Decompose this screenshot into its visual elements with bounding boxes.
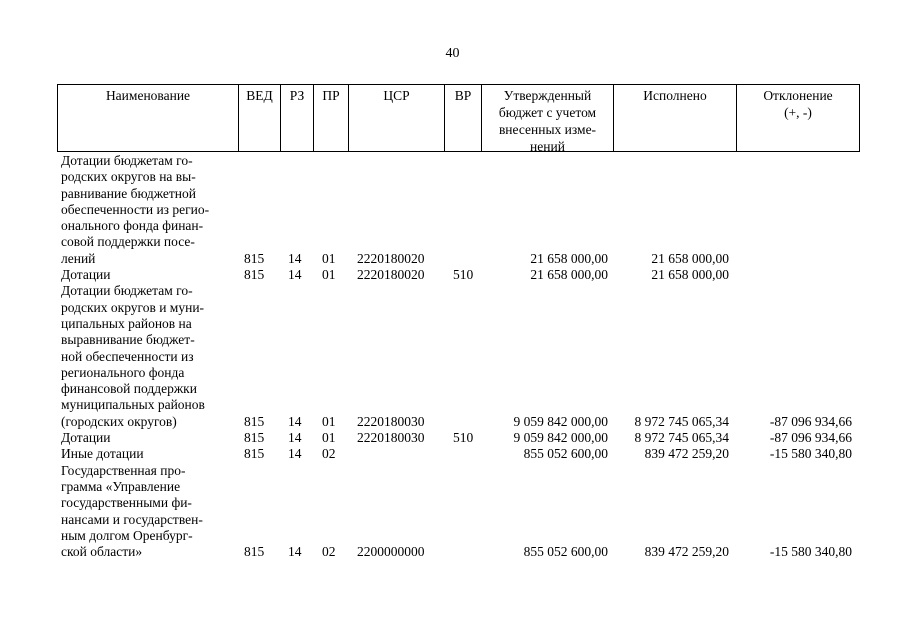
row-name-line: Государственная про-: [61, 462, 186, 478]
row-pr: 02: [322, 446, 336, 462]
table-row: [0, 446, 905, 462]
header-name: Наименование: [105, 88, 191, 103]
row-name: [61, 430, 241, 446]
row-name-line: обеспеченности из регио-: [61, 201, 210, 217]
header-budget-line: нений: [530, 139, 565, 154]
row-ved: 815: [244, 544, 265, 560]
row-name-line: онального фонда финан-: [61, 218, 204, 234]
header-ved: ВЕД: [238, 85, 280, 151]
row-csr: 2220180030: [357, 430, 425, 446]
row-name: [61, 153, 241, 267]
row-rz: 14: [288, 267, 302, 283]
row-name-line: ной обеспеченности из: [61, 348, 194, 364]
row-name-line: ципальных районов на: [61, 315, 192, 331]
row-name-line: государственными фи-: [61, 495, 192, 511]
row-vr: 510: [453, 430, 474, 446]
row-executed: 839 472 259,20: [644, 446, 729, 462]
row-name-line: Дотации бюджетам го-: [61, 283, 193, 299]
header-budget-line: бюджет с учетом: [498, 105, 597, 120]
row-name-line: родских округов на вы-: [61, 169, 196, 185]
row-name-line: ным долгом Оренбург-: [61, 527, 193, 543]
row-ved: 815: [244, 267, 265, 283]
header-executed: Исполнено: [613, 85, 736, 151]
row-budget: 855 052 600,00: [523, 446, 608, 462]
row-pr: 01: [322, 250, 336, 266]
header-vr: ВР: [444, 85, 481, 151]
row-rz: 14: [288, 544, 302, 560]
row-csr: 2220180030: [357, 413, 425, 429]
row-deviation: -87 096 934,66: [769, 430, 852, 446]
row-name-line: Иные дотации: [61, 446, 144, 462]
header-deviation-line: (+, -): [784, 105, 812, 120]
row-name-line: Дотации: [61, 267, 111, 283]
row-name-line: ской области»: [61, 544, 143, 560]
row-executed: 8 972 745 065,34: [634, 413, 729, 429]
row-name-line: Дотации бюджетам го-: [61, 153, 193, 168]
row-rz: 14: [288, 413, 302, 429]
row-name-line: Дотации: [61, 430, 111, 446]
header-budget-line: внесенных изме-: [498, 122, 597, 137]
header-rz: РЗ: [280, 85, 313, 151]
row-ved: 815: [244, 250, 265, 266]
header-budget-line: Утвержденный: [503, 88, 592, 103]
row-name-line: финансовой поддержки: [61, 381, 197, 397]
row-budget: 9 059 842 000,00: [513, 413, 608, 429]
row-rz: 14: [288, 250, 302, 266]
row-pr: 01: [322, 430, 336, 446]
table-row: [0, 283, 905, 430]
row-csr: 2220180020: [357, 267, 425, 283]
row-name-line: нансами и государствен-: [61, 511, 203, 527]
row-rz: 14: [288, 430, 302, 446]
row-ved: 815: [244, 446, 265, 462]
table-header: [57, 84, 860, 152]
row-executed: 21 658 000,00: [651, 250, 729, 266]
row-csr: 2220180020: [357, 250, 425, 266]
row-deviation: -87 096 934,66: [769, 413, 852, 429]
row-budget: 9 059 842 000,00: [513, 430, 608, 446]
row-name: [61, 267, 241, 283]
row-name-line: регионального фонда: [61, 364, 185, 380]
row-deviation: -15 580 340,80: [769, 446, 852, 462]
row-rz: 14: [288, 446, 302, 462]
header-deviation-line: Отклонение: [763, 88, 833, 103]
row-name-line: (городских округов): [61, 413, 177, 429]
row-ved: 815: [244, 430, 265, 446]
row-pr: 01: [322, 413, 336, 429]
table-row: [0, 430, 905, 446]
row-name: [61, 463, 241, 561]
table-body: [0, 153, 905, 560]
row-budget: 855 052 600,00: [523, 544, 608, 560]
row-deviation: -15 580 340,80: [769, 544, 852, 560]
row-name: [61, 446, 241, 462]
row-name-line: равнивание бюджетной: [61, 185, 196, 201]
row-pr: 01: [322, 267, 336, 283]
header-pr: ПР: [313, 85, 348, 151]
row-name-line: лений: [61, 250, 96, 266]
row-name-line: совой поддержки посе-: [61, 234, 195, 250]
row-name-line: муниципальных районов: [61, 397, 205, 413]
row-executed: 21 658 000,00: [651, 267, 729, 283]
page-number: 40: [445, 46, 460, 61]
header-budget: [481, 85, 613, 154]
row-ved: 815: [244, 413, 265, 429]
row-name-line: грамма «Управление: [61, 478, 181, 494]
table-row: [0, 153, 905, 267]
row-pr: 02: [322, 544, 336, 560]
row-executed: 839 472 259,20: [644, 544, 729, 560]
row-budget: 21 658 000,00: [530, 267, 608, 283]
header-deviation: [736, 85, 859, 151]
table-row: [0, 267, 905, 283]
row-csr: 2200000000: [357, 544, 425, 560]
row-budget: 21 658 000,00: [530, 250, 608, 266]
header-csr: ЦСР: [348, 85, 444, 151]
row-name: [61, 283, 241, 430]
row-name-line: выравнивание бюджет-: [61, 332, 195, 348]
row-name-line: родских округов и муни-: [61, 299, 205, 315]
table-row: [0, 463, 905, 561]
row-executed: 8 972 745 065,34: [634, 430, 729, 446]
row-vr: 510: [453, 267, 474, 283]
